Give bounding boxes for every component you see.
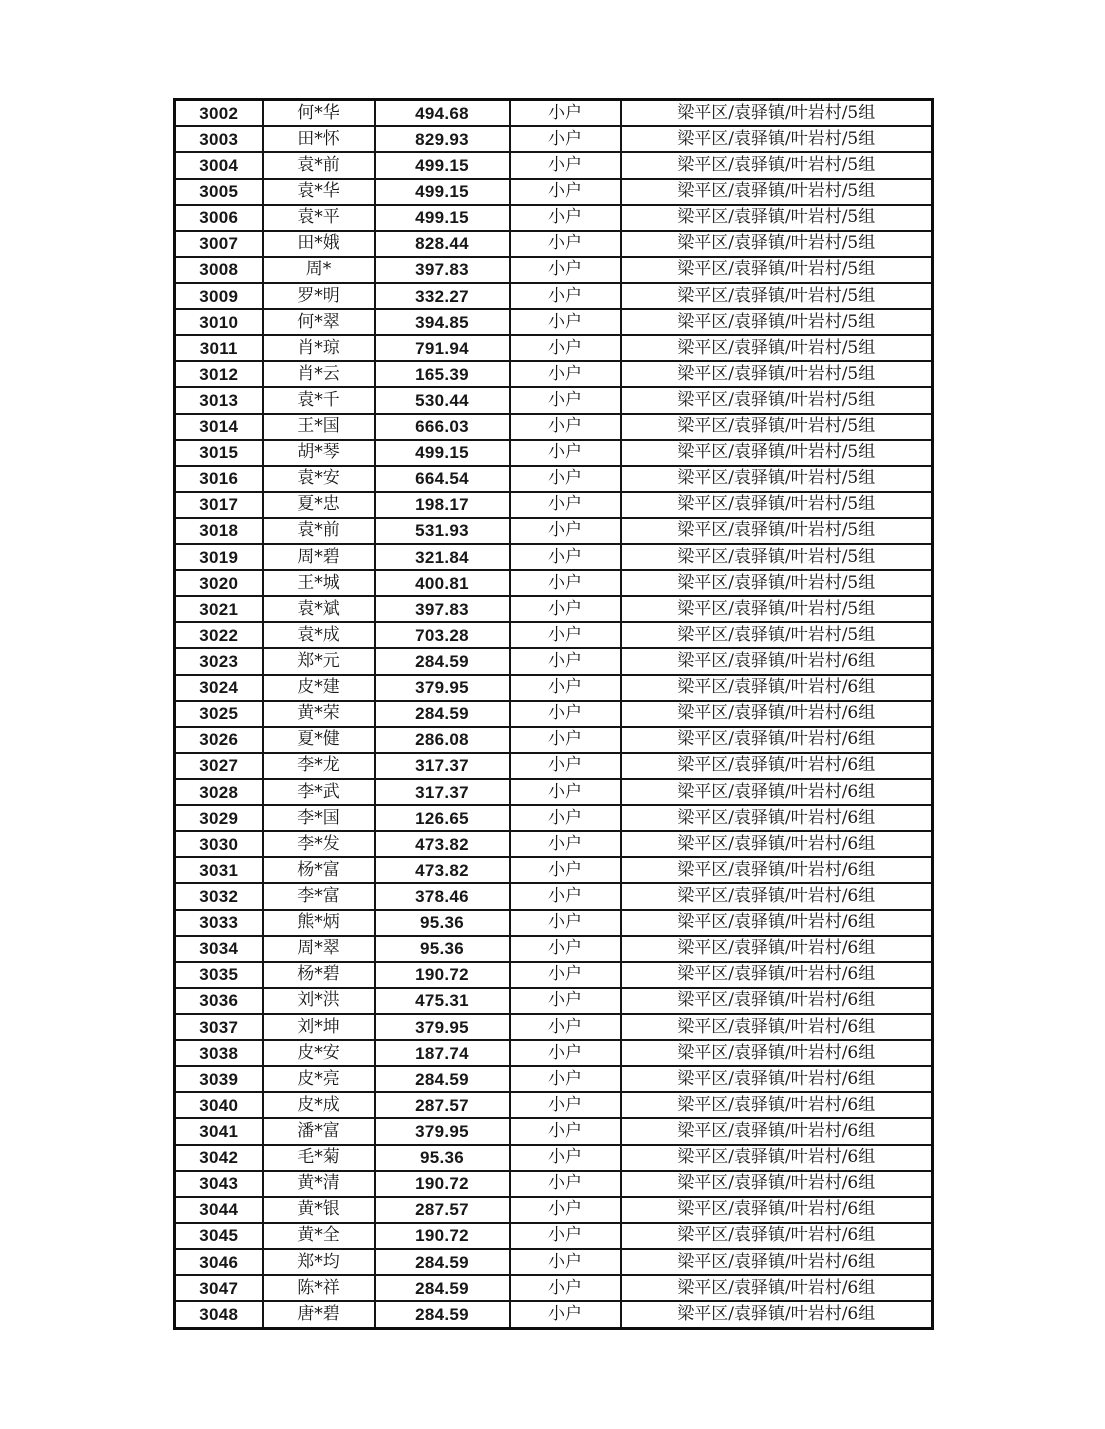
cell-person-name: 田*娥 bbox=[263, 231, 375, 257]
cell-serial-number: 3009 bbox=[175, 283, 263, 309]
table-body bbox=[175, 100, 933, 1329]
cell-household-type: 小户 bbox=[510, 544, 621, 570]
table-row bbox=[175, 988, 933, 1014]
cell-person-name: 皮*成 bbox=[263, 1092, 375, 1118]
cell-household-type: 小户 bbox=[510, 1301, 621, 1328]
table-row bbox=[175, 231, 933, 257]
cell-person-name: 黄*荣 bbox=[263, 701, 375, 727]
cell-person-name: 潘*富 bbox=[263, 1118, 375, 1144]
cell-address: 梁平区/袁驿镇/叶岩村/6组 bbox=[621, 805, 933, 831]
cell-area-value: 165.39 bbox=[375, 361, 510, 387]
cell-serial-number: 3040 bbox=[175, 1092, 263, 1118]
cell-area-value: 95.36 bbox=[375, 936, 510, 962]
table-row bbox=[175, 962, 933, 988]
cell-serial-number: 3007 bbox=[175, 231, 263, 257]
cell-serial-number: 3003 bbox=[175, 126, 263, 152]
cell-household-type: 小户 bbox=[510, 518, 621, 544]
cell-address: 梁平区/袁驿镇/叶岩村/5组 bbox=[621, 596, 933, 622]
table-row bbox=[175, 335, 933, 361]
cell-address: 梁平区/袁驿镇/叶岩村/6组 bbox=[621, 1040, 933, 1066]
cell-address: 梁平区/袁驿镇/叶岩村/5组 bbox=[621, 361, 933, 387]
cell-serial-number: 3012 bbox=[175, 361, 263, 387]
cell-household-type: 小户 bbox=[510, 492, 621, 518]
table-row bbox=[175, 1092, 933, 1118]
cell-serial-number: 3032 bbox=[175, 883, 263, 909]
table-row bbox=[175, 1223, 933, 1249]
cell-address: 梁平区/袁驿镇/叶岩村/6组 bbox=[621, 1014, 933, 1040]
table-row bbox=[175, 544, 933, 570]
table-row bbox=[175, 1275, 933, 1301]
cell-serial-number: 3026 bbox=[175, 727, 263, 753]
cell-person-name: 何*翠 bbox=[263, 309, 375, 335]
table-row bbox=[175, 387, 933, 413]
table-row bbox=[175, 440, 933, 466]
cell-person-name: 袁*华 bbox=[263, 179, 375, 205]
cell-area-value: 400.81 bbox=[375, 570, 510, 596]
cell-household-type: 小户 bbox=[510, 596, 621, 622]
cell-person-name: 熊*炳 bbox=[263, 910, 375, 936]
cell-area-value: 664.54 bbox=[375, 466, 510, 492]
cell-area-value: 397.83 bbox=[375, 257, 510, 283]
cell-household-type: 小户 bbox=[510, 727, 621, 753]
cell-household-type: 小户 bbox=[510, 100, 621, 127]
cell-household-type: 小户 bbox=[510, 753, 621, 779]
cell-serial-number: 3035 bbox=[175, 962, 263, 988]
table-row bbox=[175, 100, 933, 127]
cell-person-name: 黄*银 bbox=[263, 1197, 375, 1223]
cell-person-name: 杨*碧 bbox=[263, 962, 375, 988]
table-row bbox=[175, 152, 933, 178]
cell-serial-number: 3027 bbox=[175, 753, 263, 779]
cell-household-type: 小户 bbox=[510, 1040, 621, 1066]
cell-person-name: 郑*元 bbox=[263, 648, 375, 674]
cell-person-name: 周* bbox=[263, 257, 375, 283]
cell-area-value: 187.74 bbox=[375, 1040, 510, 1066]
cell-address: 梁平区/袁驿镇/叶岩村/5组 bbox=[621, 518, 933, 544]
cell-address: 梁平区/袁驿镇/叶岩村/6组 bbox=[621, 1092, 933, 1118]
cell-address: 梁平区/袁驿镇/叶岩村/5组 bbox=[621, 231, 933, 257]
cell-address: 梁平区/袁驿镇/叶岩村/6组 bbox=[621, 910, 933, 936]
cell-household-type: 小户 bbox=[510, 1223, 621, 1249]
cell-person-name: 袁*前 bbox=[263, 518, 375, 544]
cell-person-name: 田*怀 bbox=[263, 126, 375, 152]
cell-area-value: 379.95 bbox=[375, 1014, 510, 1040]
cell-household-type: 小户 bbox=[510, 126, 621, 152]
table-row bbox=[175, 753, 933, 779]
table-row bbox=[175, 1066, 933, 1092]
cell-serial-number: 3016 bbox=[175, 466, 263, 492]
cell-area-value: 791.94 bbox=[375, 335, 510, 361]
table-row bbox=[175, 1118, 933, 1144]
table-row bbox=[175, 283, 933, 309]
table-row bbox=[175, 805, 933, 831]
cell-household-type: 小户 bbox=[510, 857, 621, 883]
cell-person-name: 李*国 bbox=[263, 805, 375, 831]
cell-person-name: 周*碧 bbox=[263, 544, 375, 570]
cell-serial-number: 3046 bbox=[175, 1249, 263, 1275]
cell-serial-number: 3013 bbox=[175, 387, 263, 413]
cell-household-type: 小户 bbox=[510, 648, 621, 674]
cell-serial-number: 3047 bbox=[175, 1275, 263, 1301]
cell-person-name: 袁*斌 bbox=[263, 596, 375, 622]
cell-person-name: 袁*千 bbox=[263, 387, 375, 413]
cell-serial-number: 3011 bbox=[175, 335, 263, 361]
cell-area-value: 284.59 bbox=[375, 1301, 510, 1328]
table-row bbox=[175, 1249, 933, 1275]
cell-address: 梁平区/袁驿镇/叶岩村/6组 bbox=[621, 675, 933, 701]
cell-area-value: 287.57 bbox=[375, 1092, 510, 1118]
cell-address: 梁平区/袁驿镇/叶岩村/5组 bbox=[621, 100, 933, 127]
cell-person-name: 郑*均 bbox=[263, 1249, 375, 1275]
cell-serial-number: 3044 bbox=[175, 1197, 263, 1223]
cell-area-value: 95.36 bbox=[375, 910, 510, 936]
cell-person-name: 李*富 bbox=[263, 883, 375, 909]
cell-household-type: 小户 bbox=[510, 1275, 621, 1301]
cell-household-type: 小户 bbox=[510, 1249, 621, 1275]
cell-serial-number: 3038 bbox=[175, 1040, 263, 1066]
cell-address: 梁平区/袁驿镇/叶岩村/5组 bbox=[621, 257, 933, 283]
cell-serial-number: 3023 bbox=[175, 648, 263, 674]
table-row bbox=[175, 1014, 933, 1040]
cell-address: 梁平区/袁驿镇/叶岩村/5组 bbox=[621, 335, 933, 361]
table-row bbox=[175, 596, 933, 622]
table-row bbox=[175, 518, 933, 544]
cell-serial-number: 3029 bbox=[175, 805, 263, 831]
cell-serial-number: 3025 bbox=[175, 701, 263, 727]
cell-person-name: 黄*全 bbox=[263, 1223, 375, 1249]
cell-person-name: 杨*富 bbox=[263, 857, 375, 883]
cell-area-value: 531.93 bbox=[375, 518, 510, 544]
cell-area-value: 190.72 bbox=[375, 1223, 510, 1249]
cell-area-value: 287.57 bbox=[375, 1197, 510, 1223]
cell-address: 梁平区/袁驿镇/叶岩村/5组 bbox=[621, 466, 933, 492]
cell-address: 梁平区/袁驿镇/叶岩村/6组 bbox=[621, 1145, 933, 1171]
cell-area-value: 499.15 bbox=[375, 440, 510, 466]
table-row bbox=[175, 126, 933, 152]
cell-serial-number: 3021 bbox=[175, 596, 263, 622]
cell-household-type: 小户 bbox=[510, 883, 621, 909]
cell-serial-number: 3041 bbox=[175, 1118, 263, 1144]
cell-household-type: 小户 bbox=[510, 361, 621, 387]
cell-household-type: 小户 bbox=[510, 701, 621, 727]
cell-address: 梁平区/袁驿镇/叶岩村/6组 bbox=[621, 1171, 933, 1197]
cell-area-value: 703.28 bbox=[375, 622, 510, 648]
table-row bbox=[175, 257, 933, 283]
table-row bbox=[175, 1197, 933, 1223]
cell-person-name: 毛*菊 bbox=[263, 1145, 375, 1171]
cell-household-type: 小户 bbox=[510, 1092, 621, 1118]
cell-address: 梁平区/袁驿镇/叶岩村/6组 bbox=[621, 727, 933, 753]
cell-serial-number: 3008 bbox=[175, 257, 263, 283]
table-row bbox=[175, 179, 933, 205]
cell-household-type: 小户 bbox=[510, 205, 621, 231]
table-row bbox=[175, 361, 933, 387]
cell-address: 梁平区/袁驿镇/叶岩村/6组 bbox=[621, 857, 933, 883]
records-table bbox=[173, 98, 934, 1330]
table-row bbox=[175, 492, 933, 518]
cell-household-type: 小户 bbox=[510, 152, 621, 178]
cell-address: 梁平区/袁驿镇/叶岩村/6组 bbox=[621, 1118, 933, 1144]
cell-person-name: 夏*健 bbox=[263, 727, 375, 753]
cell-area-value: 394.85 bbox=[375, 309, 510, 335]
cell-serial-number: 3031 bbox=[175, 857, 263, 883]
table-row bbox=[175, 675, 933, 701]
cell-area-value: 284.59 bbox=[375, 1249, 510, 1275]
cell-person-name: 陈*祥 bbox=[263, 1275, 375, 1301]
cell-household-type: 小户 bbox=[510, 1171, 621, 1197]
cell-person-name: 肖*琼 bbox=[263, 335, 375, 361]
cell-person-name: 皮*亮 bbox=[263, 1066, 375, 1092]
cell-household-type: 小户 bbox=[510, 1066, 621, 1092]
cell-address: 梁平区/袁驿镇/叶岩村/6组 bbox=[621, 883, 933, 909]
cell-household-type: 小户 bbox=[510, 962, 621, 988]
cell-serial-number: 3037 bbox=[175, 1014, 263, 1040]
cell-address: 梁平区/袁驿镇/叶岩村/5组 bbox=[621, 309, 933, 335]
cell-serial-number: 3006 bbox=[175, 205, 263, 231]
cell-area-value: 126.65 bbox=[375, 805, 510, 831]
cell-area-value: 317.37 bbox=[375, 779, 510, 805]
cell-person-name: 刘*坤 bbox=[263, 1014, 375, 1040]
table-row bbox=[175, 1040, 933, 1066]
cell-address: 梁平区/袁驿镇/叶岩村/5组 bbox=[621, 544, 933, 570]
cell-household-type: 小户 bbox=[510, 831, 621, 857]
cell-serial-number: 3030 bbox=[175, 831, 263, 857]
cell-person-name: 黄*清 bbox=[263, 1171, 375, 1197]
cell-serial-number: 3014 bbox=[175, 414, 263, 440]
cell-person-name: 皮*建 bbox=[263, 675, 375, 701]
cell-address: 梁平区/袁驿镇/叶岩村/6组 bbox=[621, 648, 933, 674]
cell-household-type: 小户 bbox=[510, 231, 621, 257]
table-row bbox=[175, 309, 933, 335]
cell-person-name: 王*城 bbox=[263, 570, 375, 596]
table-row bbox=[175, 570, 933, 596]
cell-household-type: 小户 bbox=[510, 414, 621, 440]
cell-serial-number: 3042 bbox=[175, 1145, 263, 1171]
cell-serial-number: 3018 bbox=[175, 518, 263, 544]
cell-area-value: 666.03 bbox=[375, 414, 510, 440]
table-row bbox=[175, 727, 933, 753]
cell-person-name: 胡*琴 bbox=[263, 440, 375, 466]
cell-address: 梁平区/袁驿镇/叶岩村/6组 bbox=[621, 936, 933, 962]
cell-person-name: 王*国 bbox=[263, 414, 375, 440]
cell-household-type: 小户 bbox=[510, 622, 621, 648]
cell-address: 梁平区/袁驿镇/叶岩村/6组 bbox=[621, 1301, 933, 1328]
cell-serial-number: 3045 bbox=[175, 1223, 263, 1249]
cell-address: 梁平区/袁驿镇/叶岩村/6组 bbox=[621, 1223, 933, 1249]
cell-person-name: 肖*云 bbox=[263, 361, 375, 387]
cell-area-value: 95.36 bbox=[375, 1145, 510, 1171]
cell-address: 梁平区/袁驿镇/叶岩村/6组 bbox=[621, 1249, 933, 1275]
cell-area-value: 379.95 bbox=[375, 675, 510, 701]
table-row bbox=[175, 857, 933, 883]
cell-area-value: 332.27 bbox=[375, 283, 510, 309]
cell-address: 梁平区/袁驿镇/叶岩村/5组 bbox=[621, 387, 933, 413]
cell-person-name: 李*武 bbox=[263, 779, 375, 805]
cell-person-name: 夏*忠 bbox=[263, 492, 375, 518]
table-row bbox=[175, 414, 933, 440]
cell-area-value: 829.93 bbox=[375, 126, 510, 152]
cell-address: 梁平区/袁驿镇/叶岩村/5组 bbox=[621, 152, 933, 178]
cell-address: 梁平区/袁驿镇/叶岩村/5组 bbox=[621, 570, 933, 596]
cell-serial-number: 3017 bbox=[175, 492, 263, 518]
table-row bbox=[175, 205, 933, 231]
cell-area-value: 828.44 bbox=[375, 231, 510, 257]
cell-household-type: 小户 bbox=[510, 257, 621, 283]
cell-address: 梁平区/袁驿镇/叶岩村/6组 bbox=[621, 779, 933, 805]
cell-address: 梁平区/袁驿镇/叶岩村/5组 bbox=[621, 492, 933, 518]
table-row bbox=[175, 779, 933, 805]
cell-serial-number: 3004 bbox=[175, 152, 263, 178]
cell-serial-number: 3015 bbox=[175, 440, 263, 466]
cell-area-value: 499.15 bbox=[375, 205, 510, 231]
cell-household-type: 小户 bbox=[510, 988, 621, 1014]
cell-address: 梁平区/袁驿镇/叶岩村/6组 bbox=[621, 1197, 933, 1223]
cell-household-type: 小户 bbox=[510, 440, 621, 466]
cell-person-name: 唐*碧 bbox=[263, 1301, 375, 1328]
cell-address: 梁平区/袁驿镇/叶岩村/6组 bbox=[621, 831, 933, 857]
cell-household-type: 小户 bbox=[510, 335, 621, 361]
cell-household-type: 小户 bbox=[510, 1014, 621, 1040]
cell-address: 梁平区/袁驿镇/叶岩村/5组 bbox=[621, 622, 933, 648]
cell-person-name: 李*发 bbox=[263, 831, 375, 857]
cell-area-value: 530.44 bbox=[375, 387, 510, 413]
cell-person-name: 皮*安 bbox=[263, 1040, 375, 1066]
cell-area-value: 284.59 bbox=[375, 1275, 510, 1301]
cell-person-name: 袁*安 bbox=[263, 466, 375, 492]
cell-address: 梁平区/袁驿镇/叶岩村/5组 bbox=[621, 414, 933, 440]
cell-household-type: 小户 bbox=[510, 910, 621, 936]
cell-household-type: 小户 bbox=[510, 675, 621, 701]
cell-household-type: 小户 bbox=[510, 179, 621, 205]
cell-area-value: 190.72 bbox=[375, 962, 510, 988]
cell-area-value: 499.15 bbox=[375, 179, 510, 205]
cell-household-type: 小户 bbox=[510, 570, 621, 596]
cell-serial-number: 3005 bbox=[175, 179, 263, 205]
table-row bbox=[175, 831, 933, 857]
table-row bbox=[175, 648, 933, 674]
cell-household-type: 小户 bbox=[510, 805, 621, 831]
cell-serial-number: 3020 bbox=[175, 570, 263, 596]
cell-serial-number: 3002 bbox=[175, 100, 263, 127]
table-row bbox=[175, 466, 933, 492]
cell-person-name: 袁*前 bbox=[263, 152, 375, 178]
cell-serial-number: 3022 bbox=[175, 622, 263, 648]
table-row bbox=[175, 622, 933, 648]
cell-serial-number: 3033 bbox=[175, 910, 263, 936]
cell-address: 梁平区/袁驿镇/叶岩村/5组 bbox=[621, 179, 933, 205]
table-row bbox=[175, 701, 933, 727]
table-row bbox=[175, 1145, 933, 1171]
table-row bbox=[175, 1301, 933, 1328]
cell-household-type: 小户 bbox=[510, 309, 621, 335]
cell-area-value: 321.84 bbox=[375, 544, 510, 570]
cell-person-name: 袁*平 bbox=[263, 205, 375, 231]
cell-serial-number: 3048 bbox=[175, 1301, 263, 1328]
cell-household-type: 小户 bbox=[510, 936, 621, 962]
cell-serial-number: 3036 bbox=[175, 988, 263, 1014]
cell-person-name: 罗*明 bbox=[263, 283, 375, 309]
cell-address: 梁平区/袁驿镇/叶岩村/6组 bbox=[621, 701, 933, 727]
cell-person-name: 周*翠 bbox=[263, 936, 375, 962]
cell-address: 梁平区/袁驿镇/叶岩村/5组 bbox=[621, 283, 933, 309]
table-row bbox=[175, 883, 933, 909]
cell-serial-number: 3039 bbox=[175, 1066, 263, 1092]
cell-serial-number: 3019 bbox=[175, 544, 263, 570]
cell-address: 梁平区/袁驿镇/叶岩村/6组 bbox=[621, 988, 933, 1014]
cell-serial-number: 3034 bbox=[175, 936, 263, 962]
cell-address: 梁平区/袁驿镇/叶岩村/5组 bbox=[621, 126, 933, 152]
cell-area-value: 499.15 bbox=[375, 152, 510, 178]
cell-area-value: 190.72 bbox=[375, 1171, 510, 1197]
cell-household-type: 小户 bbox=[510, 466, 621, 492]
cell-area-value: 378.46 bbox=[375, 883, 510, 909]
cell-person-name: 李*龙 bbox=[263, 753, 375, 779]
cell-area-value: 284.59 bbox=[375, 701, 510, 727]
cell-household-type: 小户 bbox=[510, 387, 621, 413]
cell-area-value: 286.08 bbox=[375, 727, 510, 753]
cell-household-type: 小户 bbox=[510, 283, 621, 309]
cell-household-type: 小户 bbox=[510, 1145, 621, 1171]
cell-area-value: 475.31 bbox=[375, 988, 510, 1014]
table-row bbox=[175, 1171, 933, 1197]
cell-person-name: 袁*成 bbox=[263, 622, 375, 648]
cell-address: 梁平区/袁驿镇/叶岩村/6组 bbox=[621, 1066, 933, 1092]
table-row bbox=[175, 936, 933, 962]
cell-address: 梁平区/袁驿镇/叶岩村/5组 bbox=[621, 440, 933, 466]
cell-serial-number: 3028 bbox=[175, 779, 263, 805]
cell-area-value: 473.82 bbox=[375, 831, 510, 857]
cell-household-type: 小户 bbox=[510, 1197, 621, 1223]
cell-area-value: 397.83 bbox=[375, 596, 510, 622]
cell-address: 梁平区/袁驿镇/叶岩村/6组 bbox=[621, 1275, 933, 1301]
cell-address: 梁平区/袁驿镇/叶岩村/6组 bbox=[621, 753, 933, 779]
cell-area-value: 198.17 bbox=[375, 492, 510, 518]
cell-household-type: 小户 bbox=[510, 779, 621, 805]
cell-area-value: 473.82 bbox=[375, 857, 510, 883]
cell-area-value: 284.59 bbox=[375, 1066, 510, 1092]
cell-address: 梁平区/袁驿镇/叶岩村/6组 bbox=[621, 962, 933, 988]
cell-area-value: 284.59 bbox=[375, 648, 510, 674]
cell-serial-number: 3010 bbox=[175, 309, 263, 335]
cell-household-type: 小户 bbox=[510, 1118, 621, 1144]
cell-person-name: 何*华 bbox=[263, 100, 375, 127]
cell-person-name: 刘*洪 bbox=[263, 988, 375, 1014]
cell-area-value: 379.95 bbox=[375, 1118, 510, 1144]
table-row bbox=[175, 910, 933, 936]
cell-serial-number: 3024 bbox=[175, 675, 263, 701]
cell-serial-number: 3043 bbox=[175, 1171, 263, 1197]
cell-area-value: 494.68 bbox=[375, 100, 510, 127]
cell-address: 梁平区/袁驿镇/叶岩村/5组 bbox=[621, 205, 933, 231]
cell-area-value: 317.37 bbox=[375, 753, 510, 779]
